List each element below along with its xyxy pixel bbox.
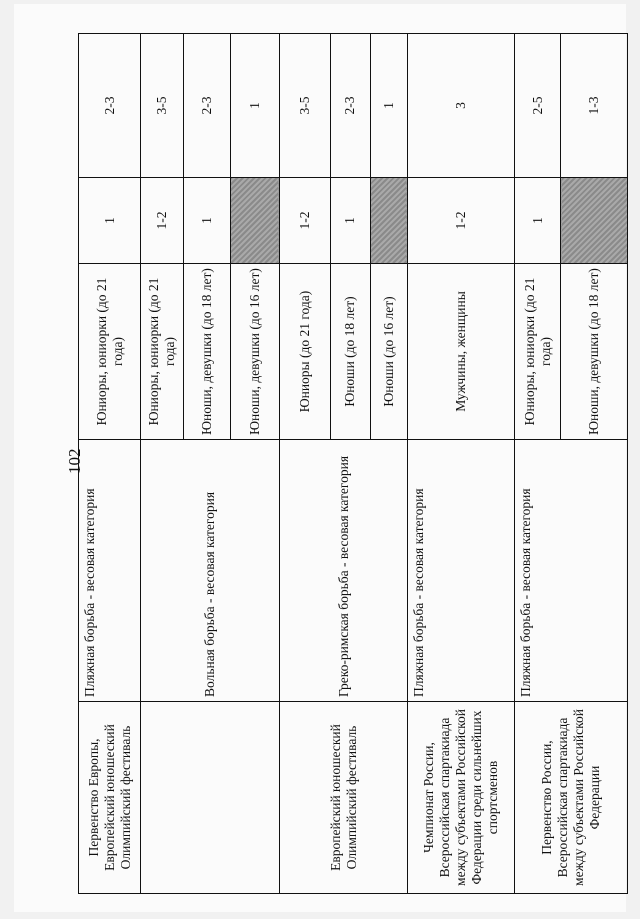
group-cell: Юниоры, юниорки (до 21 года) bbox=[514, 264, 561, 440]
group-cell: Юноши, девушки (до 16 лет) bbox=[230, 264, 279, 440]
group-cell: Юноши (до 18 лет) bbox=[330, 264, 370, 440]
table-row bbox=[408, 34, 514, 894]
discipline-cell: Пляжная борьба - весовая категория bbox=[79, 440, 141, 702]
rank-cell: 2-3 bbox=[79, 34, 141, 178]
places-cell-shaded bbox=[230, 178, 279, 264]
table-wrapper bbox=[78, 34, 628, 894]
rank-cell: 2-3 bbox=[184, 34, 231, 178]
places-cell: 1 bbox=[330, 178, 370, 264]
places-cell: 1 bbox=[514, 178, 561, 264]
rank-cell: 1 bbox=[370, 34, 408, 178]
places-cell: 1-2 bbox=[279, 178, 330, 264]
event-cell: Первенство Европы, Европейский юношеский Олимпийский фестиваль bbox=[79, 702, 141, 894]
rotated-table-container bbox=[78, 34, 628, 894]
event-cell: Чемпионат России, Всероссийская спартакиада между субъектами Российской Федерации среди сильнейших спортсменов bbox=[408, 702, 514, 894]
event-cell: Европейский юношеский Олимпийский фестиваль bbox=[279, 702, 408, 894]
places-cell-shaded bbox=[561, 178, 628, 264]
group-cell: Юниоры, юниорки (до 21 года) bbox=[141, 264, 184, 440]
event-cell: Первенство России, Всероссийская спартакиада между субъектами Российской Федерации bbox=[514, 702, 627, 894]
group-cell: Юноши, девушки (до 18 лет) bbox=[561, 264, 628, 440]
rank-cell: 3-5 bbox=[141, 34, 184, 178]
page-number: 102 bbox=[65, 448, 84, 474]
discipline-cell: Пляжная борьба - весовая категория bbox=[408, 440, 514, 702]
rank-cell: 3-5 bbox=[279, 34, 330, 178]
places-cell-shaded bbox=[370, 178, 408, 264]
table-row bbox=[279, 34, 330, 894]
group-cell: Мужчины, женщины bbox=[408, 264, 514, 440]
discipline-cell: Пляжная борьба - весовая категория bbox=[514, 440, 627, 702]
table-row bbox=[514, 34, 561, 894]
discipline-cell: Вольная борьба - весовая категория bbox=[141, 440, 280, 702]
group-cell: Юноши, девушки (до 18 лет) bbox=[184, 264, 231, 440]
rank-cell: 2-5 bbox=[514, 34, 561, 178]
group-cell: Юниоры, юниорки (до 21 года) bbox=[79, 264, 141, 440]
places-cell: 1 bbox=[79, 178, 141, 264]
places-cell: 1-2 bbox=[141, 178, 184, 264]
rank-cell: 1-3 bbox=[561, 34, 628, 178]
table-row bbox=[79, 34, 141, 894]
rank-cell: 1 bbox=[230, 34, 279, 178]
rank-cell: 2-3 bbox=[330, 34, 370, 178]
event-cell-empty bbox=[141, 702, 280, 894]
group-cell: Юноши (до 16 лет) bbox=[370, 264, 408, 440]
group-cell: Юниоры (до 21 года) bbox=[279, 264, 330, 440]
document-page bbox=[14, 4, 626, 912]
table-row bbox=[141, 34, 184, 894]
sports-category-table bbox=[78, 33, 628, 894]
places-cell: 1 bbox=[184, 178, 231, 264]
places-cell: 1-2 bbox=[408, 178, 514, 264]
rank-cell: 3 bbox=[408, 34, 514, 178]
discipline-cell: Греко-римская борьба - весовая категория bbox=[279, 440, 408, 702]
